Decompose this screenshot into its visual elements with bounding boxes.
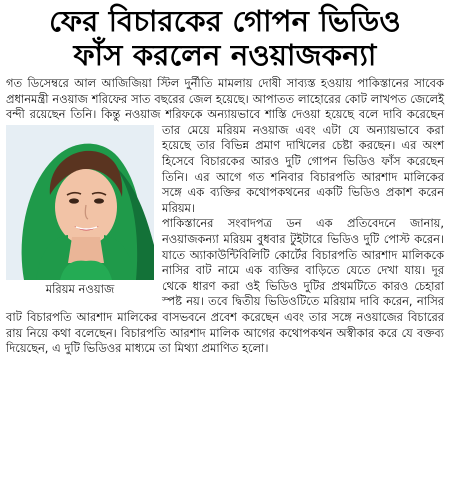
portrait-photo xyxy=(6,125,154,280)
photo-caption: মরিয়ম নওয়াজ xyxy=(45,281,115,296)
paragraph-1-rest: মেয়ে মরিয়ম নওয়াজ এবং এটা যে অন্যায়ভাবে করা হয়েছে তার বিভিন্ন প্রমাণ দাখিলের চেষ্টা করছেন। এর অংশ হিসেবে বিচারকের আরও দুটি গোপন ভিডিও ফাঁস করেছেন তিনি। এর আগে গত শনিবার বিচারপতি আরশাদ মালিকের সঙ্গে এক ব্যক্তির কথোপকথনের একটি ভিডিও প্রকাশ করেন মরিয়ম। xyxy=(162,122,444,215)
headline-line-1: ফের বিচারকের গোপন ভিডিও xyxy=(49,4,401,38)
portrait-illustration xyxy=(6,125,154,280)
photo-block xyxy=(6,125,154,297)
article-body xyxy=(6,76,444,357)
paragraph-2: পাকিস্তানের সংবাদপত্র ডন এক প্রতিবেদনে জানায়, নওয়াজকন্যা মরিয়ম বুধবার টুইটারে ভিডিও দুটি পোস্ট করেন। যাতে অ্যাকাউন্টিবিলিটি কোর্টের বিচারপতি আরশাদ মালিককে নাসির বাট নামে এক ব্যক্তির বাড়িতে যেতে দেখা যায়। দূর থেকে ধারণ করা ওই ভিডিও দুটির প্রথমটিতে কারও চেহারা স্পষ্ট নয়। তবে দ্বিতীয় ভিডিওটিতে মরিয়াম দাবি করেন, নাসির বাট বিচারপতি আরশাদ মালিকের বাসভবনে প্রবেশ করেছেন এবং তার সঙ্গে নওয়াজের বিচারের রায় নিয়ে কথা বলেছেন। বিচারপতি আরশাদ মালিক আগের কথোপকথন অস্বীকার করে যে বক্তব্য দিয়েছেন, এ দুটি ভিডিওর মাধ্যমে তা মিথ্যা প্রমাণিত হলো। xyxy=(6,216,444,356)
headline xyxy=(6,4,444,72)
paragraph-1-start: গত ডিসেম্বরে আল আজিজিয়া স্টিল দুর্নীতি মামলায় দোষী সাব্যস্ত হওয়ায় পাকিস্তানের সাবেক প্রধানমন্ত্রী নওয়াজ শরিফের সাত বছরের জেল হয়েছে। আপাতত লাহোরের কোট লাখপত জেলেই বন্দী রয়েছেন তিনি। কিন্তু নওয়াজ শরিফকে অন্যায়ভাবে শাস্তি দেওয়া হয়েছে বলে দাবি করেছেন তার xyxy=(6,76,444,137)
headline-line-2: ফাঁস করলেন নওয়াজকন্যা xyxy=(73,38,377,72)
